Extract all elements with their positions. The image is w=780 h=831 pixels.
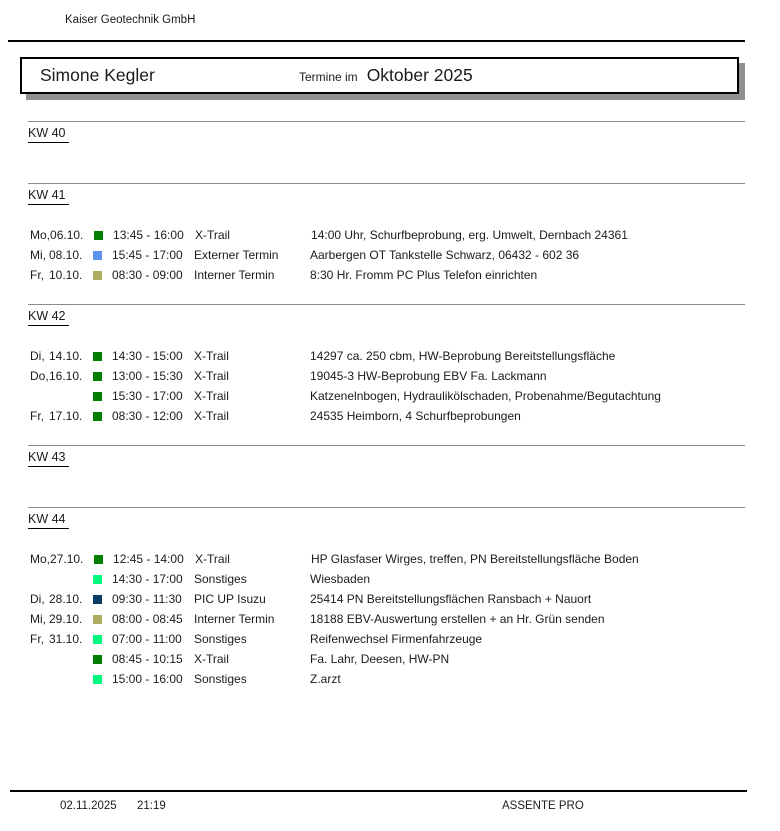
header-rule [8, 40, 745, 42]
category-color-cell [93, 635, 112, 644]
category-color-square [93, 655, 102, 664]
category-label: X-Trail [195, 228, 230, 242]
time-range: 08:30 - 12:00 [112, 409, 183, 423]
appointment-row [0, 609, 780, 629]
category-color-cell [93, 392, 112, 401]
report-title-box [20, 57, 739, 94]
week-heading: KW 40 [28, 126, 69, 143]
description-text: Katzenelnbogen, Hydraulikölschaden, Probenahme/Begutachtung [310, 389, 661, 403]
category-color-cell [93, 251, 112, 260]
category-color-square [93, 595, 102, 604]
time-range: 13:45 - 16:00 [113, 228, 184, 242]
date-label: 17.10. [49, 409, 83, 423]
appointment-row [0, 346, 780, 366]
category-color-cell [93, 615, 112, 624]
appointment-row [0, 569, 780, 589]
category-label: X-Trail [194, 349, 229, 363]
time-range: 08:45 - 10:15 [112, 652, 183, 666]
week-heading: KW 44 [28, 512, 69, 529]
category-color-cell [93, 655, 112, 664]
appointment-rows [0, 163, 780, 183]
description-text: Reifenwechsel Firmenfahrzeuge [310, 632, 483, 646]
day-label: Do, [30, 369, 49, 383]
category-color-cell [93, 412, 112, 421]
appointment-rows [0, 225, 780, 304]
time-range: 13:00 - 15:30 [112, 369, 183, 383]
time-range: 15:45 - 17:00 [112, 248, 183, 262]
date-label: 29.10. [49, 612, 83, 626]
appointment-row [0, 225, 780, 245]
category-color-cell [94, 231, 113, 240]
appointment-rows [0, 549, 780, 708]
description-text: Z.arzt [310, 672, 341, 686]
category-label: X-Trail [194, 369, 229, 383]
category-label: PIC UP Isuzu [194, 592, 266, 606]
date-label: 06.10. [50, 228, 84, 242]
week-section [0, 507, 780, 708]
print-time: 21:19 [137, 800, 166, 812]
week-section [0, 445, 780, 507]
day-label: Mi, [30, 612, 46, 626]
time-range: 09:30 - 11:30 [112, 592, 182, 606]
weeks-list [0, 121, 780, 708]
week-heading: KW 41 [28, 188, 69, 205]
category-color-cell [94, 555, 113, 564]
date-label: 14.10. [49, 349, 83, 363]
person-name: Simone Kegler [40, 65, 155, 85]
category-color-square [94, 231, 103, 240]
category-color-square [93, 251, 102, 260]
time-range: 08:00 - 08:45 [112, 612, 183, 626]
category-label: X-Trail [195, 552, 230, 566]
time-range: 15:30 - 17:00 [112, 389, 183, 403]
appointment-row [0, 669, 780, 689]
appointment-row [0, 649, 780, 669]
time-range: 12:45 - 14:00 [113, 552, 184, 566]
appointment-rows [0, 346, 780, 445]
category-label: X-Trail [194, 409, 229, 423]
date-label: 16.10. [49, 369, 83, 383]
category-label: Sonstiges [194, 572, 247, 586]
date-label: 31.10. [49, 632, 83, 646]
description-text: 24535 Heimborn, 4 Schurfbeprobungen [310, 409, 521, 423]
description-text: 14:00 Uhr, Schurfbeprobung, erg. Umwelt, Dernbach 24361 [311, 228, 628, 242]
description-text: Wiesbaden [310, 572, 371, 586]
appointment-row [0, 589, 780, 609]
print-date: 02.11.2025 [60, 800, 117, 812]
category-color-square [93, 392, 102, 401]
category-label: X-Trail [194, 652, 229, 666]
appointment-row [0, 265, 780, 285]
footer-rule [10, 790, 747, 792]
day-label: Mo, [30, 552, 51, 566]
description-text: 8:30 Hr. Fromm PC Plus Telefon einrichten [310, 268, 538, 282]
description-text: Fa. Lahr, Deesen, HW-PN [310, 652, 450, 666]
category-label: X-Trail [194, 389, 229, 403]
day-label: Mo, [30, 228, 51, 242]
description-text: 19045-3 HW-Beprobung EBV Fa. Lackmann [310, 369, 547, 383]
category-color-cell [93, 372, 112, 381]
week-heading: KW 42 [28, 309, 69, 326]
appointment-row [0, 386, 780, 406]
week-heading: KW 43 [28, 450, 69, 467]
category-color-square [93, 635, 102, 644]
date-label: 28.10. [49, 592, 83, 606]
category-color-square [93, 615, 102, 624]
category-color-square [94, 555, 103, 564]
day-label: Fr, [30, 632, 44, 646]
category-color-cell [93, 595, 112, 604]
day-label: Fr, [30, 268, 44, 282]
appointment-row [0, 406, 780, 426]
date-label: 08.10. [49, 248, 83, 262]
description-text: 18188 EBV-Auswertung erstellen + an Hr. Grün senden [310, 612, 605, 626]
time-range: 08:30 - 09:00 [112, 268, 183, 282]
time-range: 15:00 - 16:00 [112, 672, 183, 686]
category-color-square [93, 412, 102, 421]
appointment-row [0, 629, 780, 649]
category-color-cell [93, 352, 112, 361]
time-range: 14:30 - 15:00 [112, 349, 183, 363]
category-color-cell [93, 271, 112, 280]
company-name: Kaiser Geotechnik GmbH [65, 14, 196, 26]
week-section [0, 304, 780, 445]
time-range: 07:00 - 11:00 [112, 632, 182, 646]
app-name: ASSENTE PRO [502, 800, 584, 812]
category-label: Sonstiges [194, 672, 247, 686]
category-color-square [93, 675, 102, 684]
day-label: Di, [30, 349, 45, 363]
appointment-rows [0, 487, 780, 507]
category-color-cell [93, 675, 112, 684]
category-color-square [93, 372, 102, 381]
date-label: 27.10. [50, 552, 84, 566]
category-label: Interner Termin [194, 268, 275, 282]
category-color-square [93, 575, 102, 584]
title-prefix: Termine im [299, 70, 358, 84]
category-label: Sonstiges [194, 632, 247, 646]
week-section [0, 183, 780, 304]
report-month: Oktober 2025 [366, 65, 473, 85]
appointment-row [0, 366, 780, 386]
category-label: Interner Termin [194, 612, 275, 626]
category-color-square [93, 271, 102, 280]
category-color-square [93, 352, 102, 361]
description-text: HP Glasfaser Wirges, treffen, PN Bereitstellungsfläche Boden [311, 552, 639, 566]
day-label: Fr, [30, 409, 44, 423]
week-section [0, 121, 780, 183]
description-text: 14297 ca. 250 cbm, HW-Beprobung Bereitstellungsfläche [310, 349, 616, 363]
day-label: Mi, [30, 248, 46, 262]
category-label: Externer Termin [194, 248, 279, 262]
appointment-row [0, 549, 780, 569]
description-text: 25414 PN Bereitstellungsflächen Ransbach + Nauort [310, 592, 592, 606]
day-label: Di, [30, 592, 45, 606]
appointment-row [0, 245, 780, 265]
date-label: 10.10. [49, 268, 83, 282]
category-color-cell [93, 575, 112, 584]
description-text: Aarbergen OT Tankstelle Schwarz, 06432 - 602 36 [310, 248, 580, 262]
time-range: 14:30 - 17:00 [112, 572, 183, 586]
